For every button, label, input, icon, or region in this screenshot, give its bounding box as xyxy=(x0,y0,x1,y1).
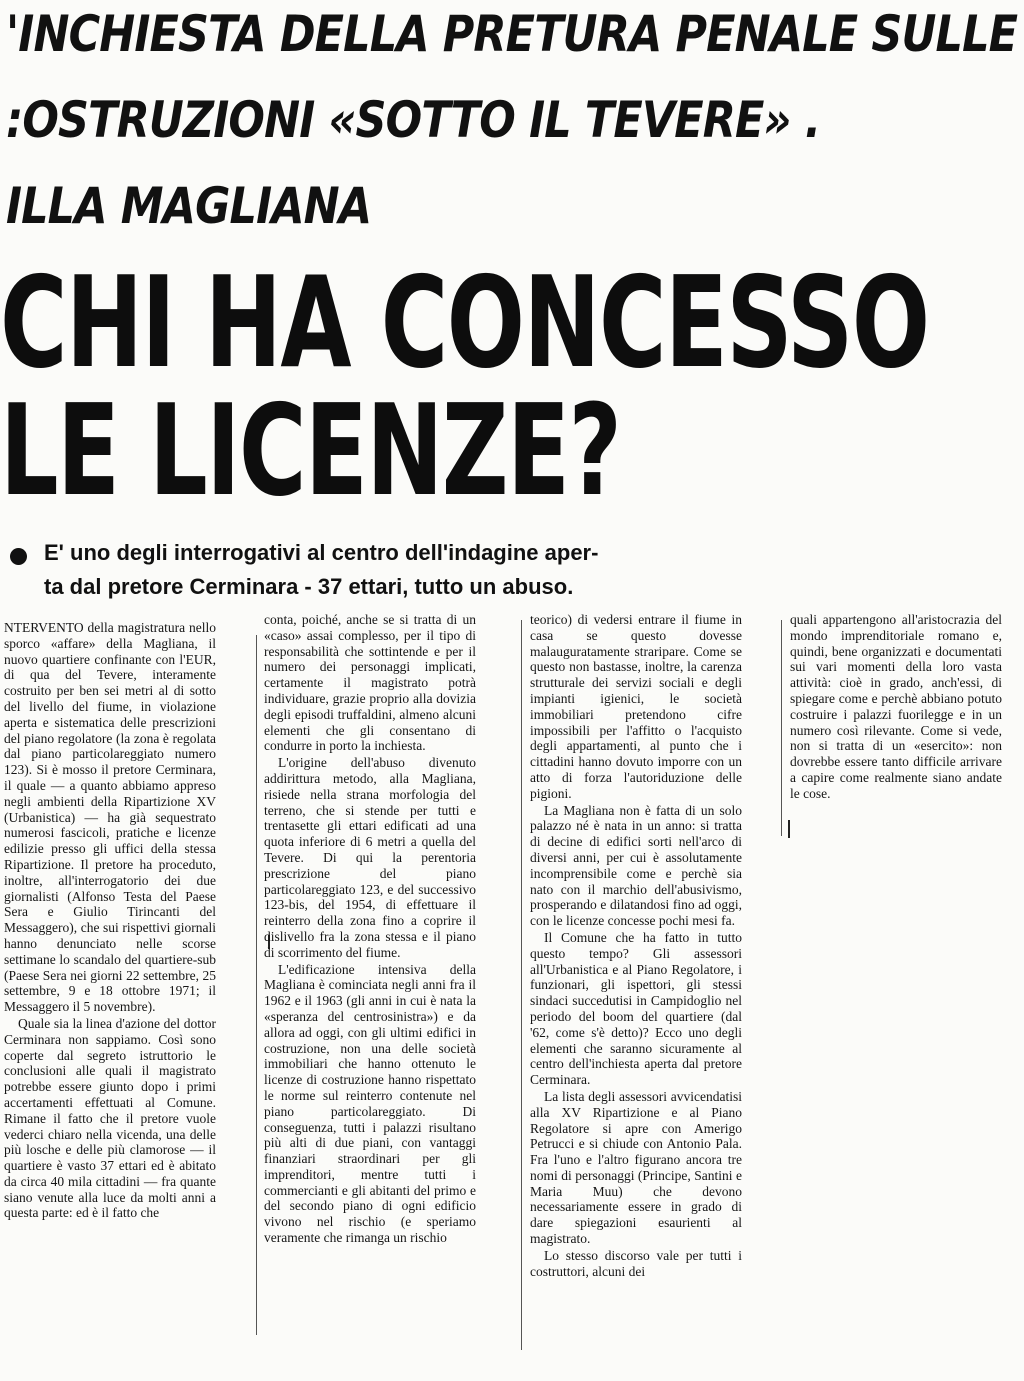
column-rule xyxy=(781,620,782,836)
bullet-icon xyxy=(10,548,27,565)
paragraph: Lo stesso discorso vale per tutti i costruttori, alcuni dei xyxy=(530,1247,742,1279)
paragraph: L'origine dell'abuso divenuto addirittura metodo, alla Magliana, risiede nella strana morfologia del terreno, che si stende per tutti e trentasette gli ettari edificati ad una quota inferiore di 6 metri a quella del Tevere. Di qui la perentoria prescrizione del piano particolareggiato 123, e del successivo 123-bis, del 1954, di effettuare il reinterro della zona fino a coprire il dislivello fra la zona stessa e il piano di scorrimento del fiume. xyxy=(264,755,476,960)
kicker-line-3: ILLA MAGLIANA xyxy=(6,177,372,235)
paragraph: NTERVENTO della magistratura nello sporco «affare» della Magliana, il nuovo quartiere confinante con l'EUR, di qua del Tevere, interamente costruito per ben sei metri al di sotto del livello del fiume, in violazione aperta e sistematica delle prescrizioni del piano regolatore (la zona è regolata dal piano particolareggiato numero 123). Si è mosso il pretore Cerminara, il quale — a quanto abbiamo appreso negli ambienti della Ripartizione XV (Urbanistica) — ha già sequestrato numerosi fascicoli, pratiche e licenze edilizie presso gli uffici della stessa Ripartizione. Il pretore ha proceduto, inoltre, all'interrogatorio dei due giornalisti (Alfonso Testa del Paese Sera e Giulio Tirincanti del Messaggero), che sui rispettivi giornali hanno denunciato nelle scorse settimane lo scandalo del quartiere-sub (Paese Sera nei giorni 22 settembre, 25 settembre, 9 e 18 ottobre 1971; il Messaggero il 5 novembre). xyxy=(4,620,216,1015)
paragraph: conta, poiché, anche se si tratta di un «caso» assai complesso, per il tipo di responsabilità che sottintende e per il numero dei personaggi implicati, certamente il magistrato potrà individuare, grazie proprio alla dovizia degli episodi truffaldini, almeno alcuni elementi che gli consentano di condurre in porto la inchiesta. xyxy=(264,612,476,754)
article-column-2 xyxy=(264,612,476,1347)
paragraph: La Magliana non è fatta di un solo palazzo né è nata in un anno: si tratta di decine di edifici sorti nell'arco di diversi anni, per cui è assolutamente incomprensibile come e perchè sia nato con il marchio dell'abusivismo, prosperando e dilatandosi fino ad oggi, con le licenze concesse pochi mesi fa. xyxy=(530,802,742,929)
article-column-4 xyxy=(790,612,1002,832)
column-rule xyxy=(521,620,522,1350)
deck-line-1: E' uno degli interrogativi al centro dell'indagine aper- xyxy=(44,540,599,565)
paragraph: L'edificazione intensiva della Magliana è cominciata negli anni fra il 1962 e il 1963 (gli anni in cui è nata la «speranza del centrosinistra») e da allora ad oggi, con gli ultimi edifici in costruzione, non una delle società immobiliari che hanno ottenuto le licenze di costruzione hanno rispettato le norme sul reinterro contenute nel piano particolareggiato. Di conseguenza, tutti i palazzi risultano più alti di due piani, con vantaggi finanziari straordinari per gli imprenditori, mentre tutti i commercianti e gli abitanti del primo e del secondo piano di ogni edificio vivono nel rischio (e speriamo veramente che rimanga un rischio xyxy=(264,961,476,1246)
deck-line-2: ta dal pretore Cerminara - 37 ettari, tutto un abuso. xyxy=(44,574,574,599)
paragraph: Il Comune che ha fatto in tutto questo tempo? Gli assessori all'Urbanistica e al Piano Regolatore, i funzionari, gli ispettori, gli stessi sindaci succedutisi in Campidoglio nel periodo del boom del quartiere (dal '62, come s'è detto)? Ecco uno degli elementi che saranno sicuramente al centro dell'inchiesta aperta dal pretore Cerminara. xyxy=(530,929,742,1088)
article-column-3 xyxy=(530,612,742,1347)
kicker-line-2: :OSTRUZIONI «SOTTO IL TEVERE» . xyxy=(6,91,821,149)
headline-line-2: LE LICENZE? xyxy=(0,377,621,524)
paragraph: La lista degli assessori avvicendatisi alla XV Ripartizione e al Piano Regolatore si apre con Amerigo Petrucci e si chiude con Antonio Pala. Fra l'uno e l'altro figurano ancora tre nomi di personaggi (Principe, Santini e Maria Muu) che devono necessariamente essere in grado di dare spiegazioni esaurienti al magistrato. xyxy=(530,1088,742,1247)
deck xyxy=(44,536,598,604)
kicker-line-1: 'INCHIESTA DELLA PRETURA PENALE SULLE xyxy=(6,5,1018,63)
paragraph: quali appartengono all'aristocrazia del mondo imprenditoriale romano e, quindi, bene organizzati e documentati sui vari momenti della loro vasta attività: cioè in grado, anch'essi, di spiegare come e perchè abbiano potuto costruire i palazzi fuorilegge e in un numero così rilevante. Come si vede, non si tratta di un «esercito»: non dovrebbe essere tanto difficile arrivare a capire come realmente siano andate le cose. xyxy=(790,612,1002,801)
paragraph: teorico) di vedersi entrare il fiume in casa se questo dovesse malauguratamente straripare. Come se questo non bastasse, inoltre, la carenza strutturale dei servizi sociali e degli impianti igienici, le società immobiliari pretendono cifre impossibili per l'affitto o l'acquisto degli appartamenti, al punto che i cittadini hanno dovuto imporre con un atto di forza l'autoriduzione delle pigioni. xyxy=(530,612,742,801)
headline-line-1: CHI HA CONCESSO xyxy=(0,249,929,396)
paragraph: Quale sia la linea d'azione del dottor Cerminara non sappiamo. Così sono coperte dal segreto istruttorio le conclusioni alle quali il magistrato potrebbe essere giunto dopo i primi accertamenti effettuati al Comune. Rimane il fatto che il pretore vuole vederci chiaro nella vicenda, una delle più losche e delle più clamorose — il quartiere è vasto 37 ettari ed è abitato da circa 40 mila cittadini — fra quante siano venute alla luce da molti anni a questa parte: ed è il fatto che xyxy=(4,1015,216,1221)
column-rule xyxy=(256,635,257,1335)
article-column-1 xyxy=(4,620,216,1346)
